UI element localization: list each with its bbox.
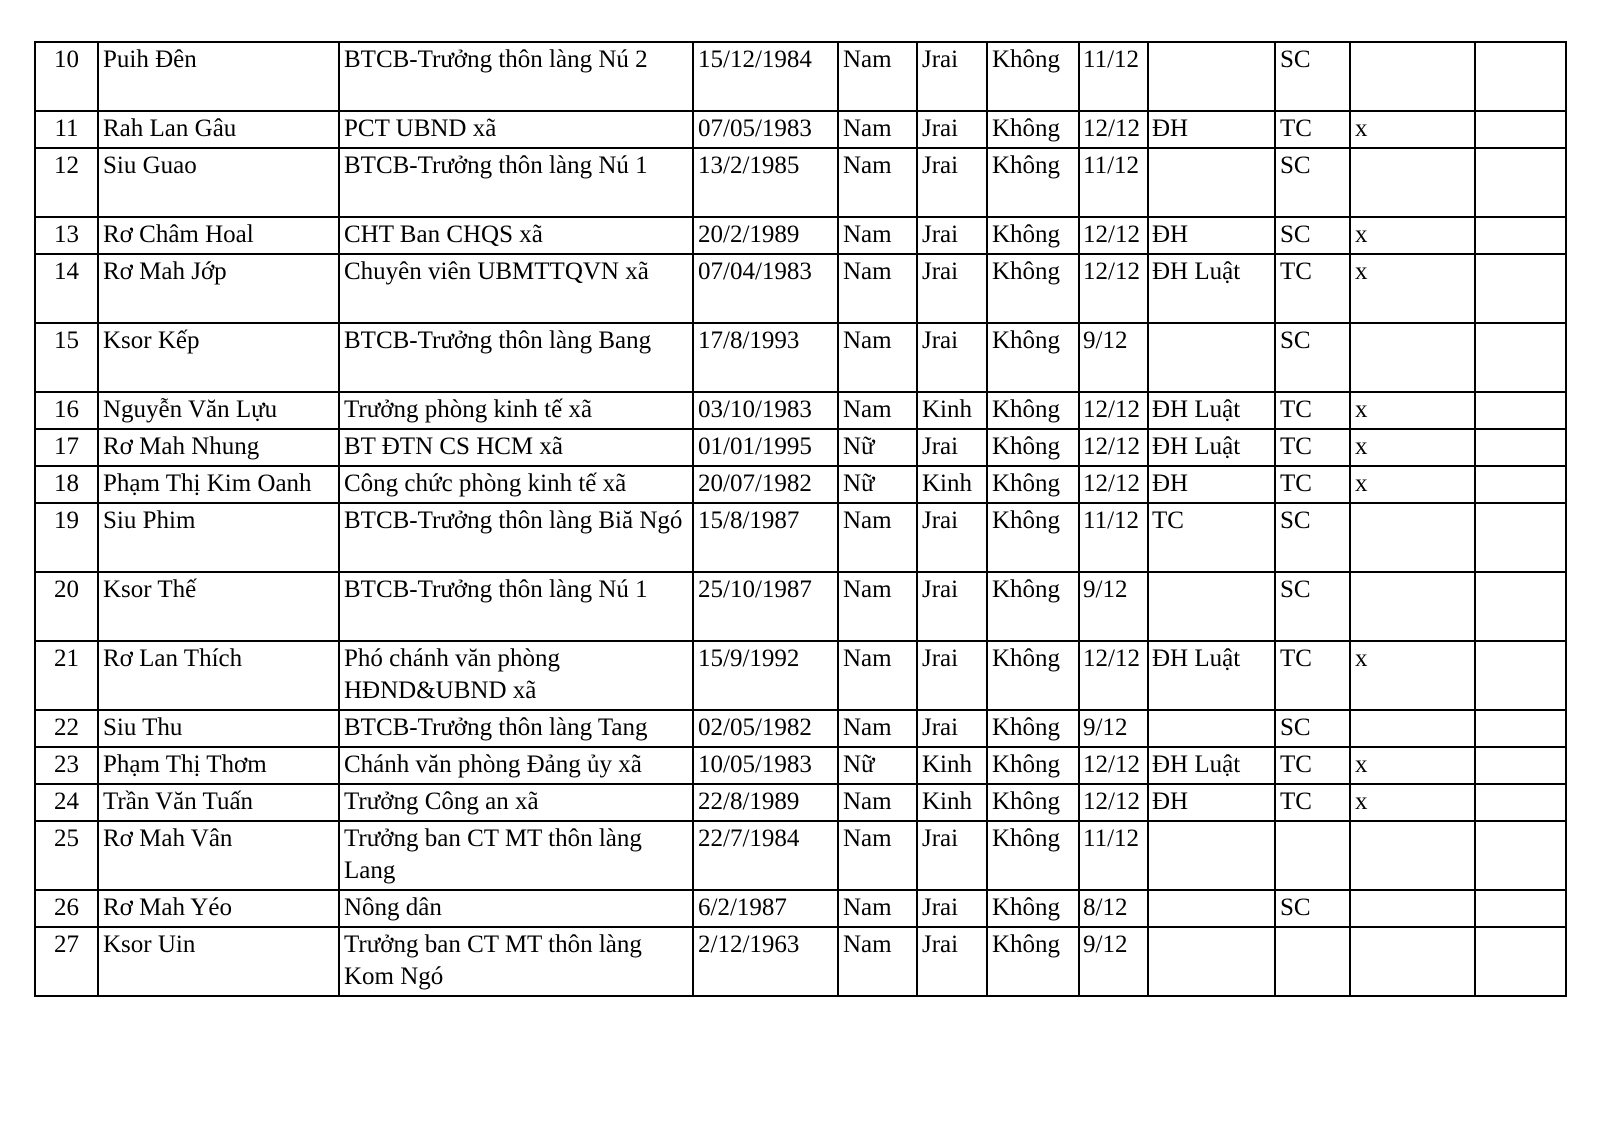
cell-education: 9/12	[1079, 927, 1148, 996]
cell-dob: 22/7/1984	[693, 821, 838, 890]
cell-name: Rơ Mah Nhung	[98, 429, 339, 466]
cell-religion: Không	[987, 747, 1079, 784]
cell-education: 12/12	[1079, 254, 1148, 323]
cell-dob: 07/04/1983	[693, 254, 838, 323]
cell-gender: Nam	[838, 572, 917, 641]
cell-name: Siu Phim	[98, 503, 339, 572]
table-row	[35, 254, 1566, 323]
cell-no: 16	[35, 392, 98, 429]
cell-dob: 07/05/1983	[693, 111, 838, 148]
cell-dob: 15/8/1987	[693, 503, 838, 572]
cell-ethnicity: Jrai	[917, 927, 987, 996]
cell-religion: Không	[987, 890, 1079, 927]
cell-dob: 15/9/1992	[693, 641, 838, 710]
cell-note	[1475, 747, 1566, 784]
cell-position: Trưởng phòng kinh tế xã	[339, 392, 693, 429]
cell-degree: ĐH Luật	[1148, 392, 1275, 429]
table-row	[35, 392, 1566, 429]
cell-ethnicity: Jrai	[917, 111, 987, 148]
cell-name: Ksor Thế	[98, 572, 339, 641]
cell-religion: Không	[987, 821, 1079, 890]
cell-ethnicity: Jrai	[917, 429, 987, 466]
cell-political: TC	[1275, 466, 1350, 503]
cell-religion: Không	[987, 572, 1079, 641]
cell-political: TC	[1275, 747, 1350, 784]
cell-position: BTCB-Trưởng thôn làng Nú 1	[339, 148, 693, 217]
cell-religion: Không	[987, 466, 1079, 503]
cell-dob: 10/05/1983	[693, 747, 838, 784]
cell-name: Ksor Uin	[98, 927, 339, 996]
cell-ethnicity: Kinh	[917, 747, 987, 784]
cell-gender: Nữ	[838, 747, 917, 784]
cell-note	[1475, 927, 1566, 996]
cell-name: Rơ Châm Hoal	[98, 217, 339, 254]
table-row	[35, 466, 1566, 503]
cell-gender: Nam	[838, 254, 917, 323]
cell-degree: ĐH Luật	[1148, 254, 1275, 323]
cell-position: BT ĐTN CS HCM xã	[339, 429, 693, 466]
cell-religion: Không	[987, 710, 1079, 747]
cell-ethnicity: Kinh	[917, 392, 987, 429]
cell-position: Nông dân	[339, 890, 693, 927]
cell-mark	[1350, 503, 1475, 572]
cell-degree	[1148, 323, 1275, 392]
cell-name: Rah Lan Gâu	[98, 111, 339, 148]
cell-position: CHT Ban CHQS xã	[339, 217, 693, 254]
table-row	[35, 641, 1566, 710]
cell-religion: Không	[987, 148, 1079, 217]
cell-no: 24	[35, 784, 98, 821]
cell-ethnicity: Jrai	[917, 217, 987, 254]
cell-education: 9/12	[1079, 710, 1148, 747]
cell-mark: x	[1350, 111, 1475, 148]
personnel-table	[34, 41, 1567, 997]
cell-religion: Không	[987, 927, 1079, 996]
cell-ethnicity: Jrai	[917, 148, 987, 217]
cell-note	[1475, 323, 1566, 392]
cell-position: Công chức phòng kinh tế xã	[339, 466, 693, 503]
cell-gender: Nam	[838, 821, 917, 890]
cell-position: Trưởng ban CT MT thôn làng Lang	[339, 821, 693, 890]
cell-ethnicity: Jrai	[917, 821, 987, 890]
cell-political: SC	[1275, 890, 1350, 927]
cell-ethnicity: Jrai	[917, 503, 987, 572]
cell-mark	[1350, 890, 1475, 927]
cell-position: Phó chánh văn phòng HĐND&UBND xã	[339, 641, 693, 710]
cell-no: 13	[35, 217, 98, 254]
cell-education: 12/12	[1079, 111, 1148, 148]
cell-dob: 02/05/1982	[693, 710, 838, 747]
cell-ethnicity: Jrai	[917, 42, 987, 111]
cell-degree: ĐH Luật	[1148, 429, 1275, 466]
cell-mark: x	[1350, 466, 1475, 503]
cell-gender: Nam	[838, 927, 917, 996]
cell-political: TC	[1275, 641, 1350, 710]
cell-name: Rơ Mah Jớp	[98, 254, 339, 323]
cell-position: BTCB-Trưởng thôn làng Nú 2	[339, 42, 693, 111]
cell-degree: ĐH	[1148, 111, 1275, 148]
cell-name: Phạm Thị Thơm	[98, 747, 339, 784]
cell-religion: Không	[987, 323, 1079, 392]
cell-degree: ĐH	[1148, 466, 1275, 503]
cell-note	[1475, 641, 1566, 710]
cell-degree: ĐH Luật	[1148, 641, 1275, 710]
cell-education: 9/12	[1079, 323, 1148, 392]
cell-degree	[1148, 148, 1275, 217]
table-body	[35, 42, 1566, 996]
cell-note	[1475, 392, 1566, 429]
cell-position: Chánh văn phòng Đảng ủy xã	[339, 747, 693, 784]
cell-gender: Nam	[838, 217, 917, 254]
cell-mark	[1350, 42, 1475, 111]
cell-ethnicity: Jrai	[917, 641, 987, 710]
cell-degree	[1148, 710, 1275, 747]
cell-no: 11	[35, 111, 98, 148]
cell-note	[1475, 784, 1566, 821]
table-row	[35, 927, 1566, 996]
cell-gender: Nam	[838, 42, 917, 111]
cell-no: 18	[35, 466, 98, 503]
cell-dob: 15/12/1984	[693, 42, 838, 111]
cell-dob: 2/12/1963	[693, 927, 838, 996]
cell-religion: Không	[987, 429, 1079, 466]
cell-name: Trần Văn Tuấn	[98, 784, 339, 821]
cell-political: TC	[1275, 111, 1350, 148]
cell-mark: x	[1350, 641, 1475, 710]
cell-name: Rơ Mah Vân	[98, 821, 339, 890]
cell-dob: 20/07/1982	[693, 466, 838, 503]
cell-gender: Nam	[838, 890, 917, 927]
table-row	[35, 890, 1566, 927]
cell-dob: 22/8/1989	[693, 784, 838, 821]
cell-no: 27	[35, 927, 98, 996]
cell-degree	[1148, 927, 1275, 996]
table-row	[35, 710, 1566, 747]
cell-no: 25	[35, 821, 98, 890]
cell-political: TC	[1275, 392, 1350, 429]
table-row	[35, 429, 1566, 466]
cell-education: 12/12	[1079, 641, 1148, 710]
cell-ethnicity: Jrai	[917, 890, 987, 927]
cell-religion: Không	[987, 217, 1079, 254]
cell-political	[1275, 821, 1350, 890]
cell-note	[1475, 254, 1566, 323]
cell-education: 12/12	[1079, 747, 1148, 784]
cell-no: 21	[35, 641, 98, 710]
cell-gender: Nam	[838, 323, 917, 392]
cell-mark	[1350, 572, 1475, 641]
cell-name: Siu Thu	[98, 710, 339, 747]
table-row	[35, 148, 1566, 217]
cell-political: TC	[1275, 784, 1350, 821]
cell-no: 23	[35, 747, 98, 784]
cell-position: Trưởng Công an xã	[339, 784, 693, 821]
cell-dob: 6/2/1987	[693, 890, 838, 927]
cell-ethnicity: Jrai	[917, 323, 987, 392]
cell-political: SC	[1275, 710, 1350, 747]
cell-dob: 17/8/1993	[693, 323, 838, 392]
cell-religion: Không	[987, 392, 1079, 429]
cell-education: 12/12	[1079, 784, 1148, 821]
cell-dob: 03/10/1983	[693, 392, 838, 429]
cell-political: SC	[1275, 503, 1350, 572]
cell-gender: Nam	[838, 392, 917, 429]
cell-education: 11/12	[1079, 148, 1148, 217]
cell-gender: Nam	[838, 148, 917, 217]
cell-name: Puih Đên	[98, 42, 339, 111]
cell-dob: 13/2/1985	[693, 148, 838, 217]
cell-no: 14	[35, 254, 98, 323]
cell-political: TC	[1275, 429, 1350, 466]
cell-position: BTCB-Trưởng thôn làng Tang	[339, 710, 693, 747]
cell-degree	[1148, 42, 1275, 111]
cell-mark: x	[1350, 392, 1475, 429]
cell-political: TC	[1275, 254, 1350, 323]
cell-no: 22	[35, 710, 98, 747]
cell-mark	[1350, 710, 1475, 747]
cell-religion: Không	[987, 503, 1079, 572]
cell-ethnicity: Kinh	[917, 466, 987, 503]
cell-gender: Nữ	[838, 429, 917, 466]
cell-degree	[1148, 890, 1275, 927]
cell-education: 11/12	[1079, 503, 1148, 572]
cell-mark	[1350, 821, 1475, 890]
cell-mark	[1350, 927, 1475, 996]
cell-no: 26	[35, 890, 98, 927]
table-row	[35, 821, 1566, 890]
cell-mark: x	[1350, 217, 1475, 254]
cell-ethnicity: Jrai	[917, 710, 987, 747]
cell-degree: ĐH Luật	[1148, 747, 1275, 784]
cell-dob: 20/2/1989	[693, 217, 838, 254]
cell-note	[1475, 148, 1566, 217]
table-row	[35, 503, 1566, 572]
cell-political: SC	[1275, 148, 1350, 217]
cell-religion: Không	[987, 254, 1079, 323]
cell-political: SC	[1275, 42, 1350, 111]
table-row	[35, 217, 1566, 254]
cell-name: Rơ Mah Yéo	[98, 890, 339, 927]
cell-mark: x	[1350, 747, 1475, 784]
cell-position: BTCB-Trưởng thôn làng Nú 1	[339, 572, 693, 641]
cell-no: 17	[35, 429, 98, 466]
cell-gender: Nữ	[838, 466, 917, 503]
cell-education: 8/12	[1079, 890, 1148, 927]
cell-education: 9/12	[1079, 572, 1148, 641]
cell-position: Trưởng ban CT MT thôn làng Kom Ngó	[339, 927, 693, 996]
cell-gender: Nam	[838, 784, 917, 821]
table-row	[35, 42, 1566, 111]
cell-note	[1475, 111, 1566, 148]
table-row	[35, 572, 1566, 641]
cell-political	[1275, 927, 1350, 996]
cell-gender: Nam	[838, 503, 917, 572]
cell-religion: Không	[987, 111, 1079, 148]
cell-no: 12	[35, 148, 98, 217]
cell-education: 12/12	[1079, 392, 1148, 429]
cell-note	[1475, 503, 1566, 572]
cell-no: 15	[35, 323, 98, 392]
cell-note	[1475, 217, 1566, 254]
cell-gender: Nam	[838, 111, 917, 148]
cell-name: Phạm Thị Kim Oanh	[98, 466, 339, 503]
cell-mark	[1350, 148, 1475, 217]
cell-note	[1475, 429, 1566, 466]
cell-ethnicity: Jrai	[917, 572, 987, 641]
table-row	[35, 747, 1566, 784]
cell-name: Nguyễn Văn Lựu	[98, 392, 339, 429]
cell-degree: TC	[1148, 503, 1275, 572]
cell-education: 12/12	[1079, 217, 1148, 254]
cell-education: 12/12	[1079, 429, 1148, 466]
cell-dob: 25/10/1987	[693, 572, 838, 641]
cell-mark: x	[1350, 429, 1475, 466]
cell-note	[1475, 466, 1566, 503]
cell-no: 10	[35, 42, 98, 111]
cell-education: 11/12	[1079, 821, 1148, 890]
cell-political: SC	[1275, 217, 1350, 254]
cell-mark: x	[1350, 254, 1475, 323]
cell-degree	[1148, 821, 1275, 890]
cell-note	[1475, 821, 1566, 890]
cell-position: BTCB-Trưởng thôn làng Biă Ngó	[339, 503, 693, 572]
cell-political: SC	[1275, 572, 1350, 641]
cell-religion: Không	[987, 42, 1079, 111]
table-row	[35, 323, 1566, 392]
table-row	[35, 784, 1566, 821]
cell-note	[1475, 710, 1566, 747]
cell-ethnicity: Jrai	[917, 254, 987, 323]
cell-education: 12/12	[1079, 466, 1148, 503]
cell-mark	[1350, 323, 1475, 392]
cell-note	[1475, 890, 1566, 927]
cell-name: Rơ Lan Thích	[98, 641, 339, 710]
cell-position: Chuyên viên UBMTTQVN xã	[339, 254, 693, 323]
cell-gender: Nam	[838, 641, 917, 710]
cell-name: Ksor Kếp	[98, 323, 339, 392]
cell-degree	[1148, 572, 1275, 641]
cell-religion: Không	[987, 641, 1079, 710]
cell-position: BTCB-Trưởng thôn làng Bang	[339, 323, 693, 392]
cell-political: SC	[1275, 323, 1350, 392]
cell-dob: 01/01/1995	[693, 429, 838, 466]
cell-education: 11/12	[1079, 42, 1148, 111]
table-row	[35, 111, 1566, 148]
cell-note	[1475, 42, 1566, 111]
cell-name: Siu Guao	[98, 148, 339, 217]
cell-degree: ĐH	[1148, 784, 1275, 821]
cell-mark: x	[1350, 784, 1475, 821]
cell-no: 19	[35, 503, 98, 572]
cell-note	[1475, 572, 1566, 641]
cell-position: PCT UBND xã	[339, 111, 693, 148]
cell-degree: ĐH	[1148, 217, 1275, 254]
cell-gender: Nam	[838, 710, 917, 747]
cell-ethnicity: Kinh	[917, 784, 987, 821]
cell-religion: Không	[987, 784, 1079, 821]
cell-no: 20	[35, 572, 98, 641]
